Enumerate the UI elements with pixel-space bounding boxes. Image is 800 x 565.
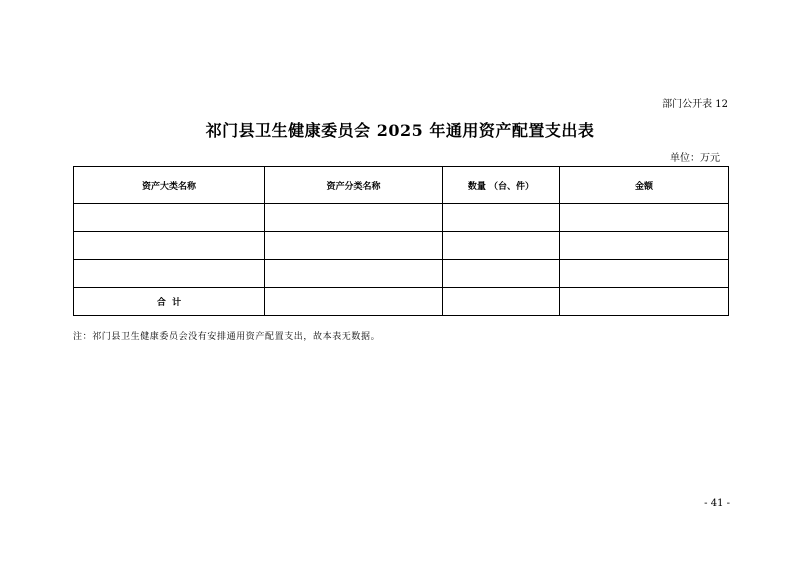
table-cell <box>443 260 560 288</box>
table-row <box>74 232 729 260</box>
table-header-row <box>74 167 729 204</box>
page-title: 祁门县卫生健康委员会 2025 年通用资产配置支出表 <box>205 121 595 140</box>
table-cell <box>443 232 560 260</box>
table-cell <box>560 232 729 260</box>
table-cell <box>560 260 729 288</box>
table-note: 注：祁门县卫生健康委员会没有安排通用资产配置支出，故本表无数据。 <box>73 332 381 342</box>
asset-table <box>73 166 729 316</box>
page-label: 部门公开表 12 <box>662 99 728 110</box>
total-row <box>74 288 729 316</box>
table-cell <box>265 288 443 316</box>
table-cell <box>560 204 729 232</box>
table-cell <box>74 204 265 232</box>
column-header-amount: 金额 <box>560 167 729 204</box>
table-cell <box>265 204 443 232</box>
table-cell <box>265 232 443 260</box>
column-header-asset-classification: 资产分类名称 <box>265 167 443 204</box>
table-cell <box>443 288 560 316</box>
table-row <box>74 204 729 232</box>
column-header-quantity: 数量 （台、件） <box>443 167 560 204</box>
unit-label: 单位：万元 <box>670 153 720 164</box>
table-cell <box>560 288 729 316</box>
table-cell <box>443 204 560 232</box>
table-cell <box>265 260 443 288</box>
column-header-asset-category: 资产大类名称 <box>74 167 265 204</box>
table-row <box>74 260 729 288</box>
table-cell <box>74 260 265 288</box>
page-number: - 41 - <box>704 498 730 509</box>
total-label: 合 计 <box>74 288 265 316</box>
table-cell <box>74 232 265 260</box>
